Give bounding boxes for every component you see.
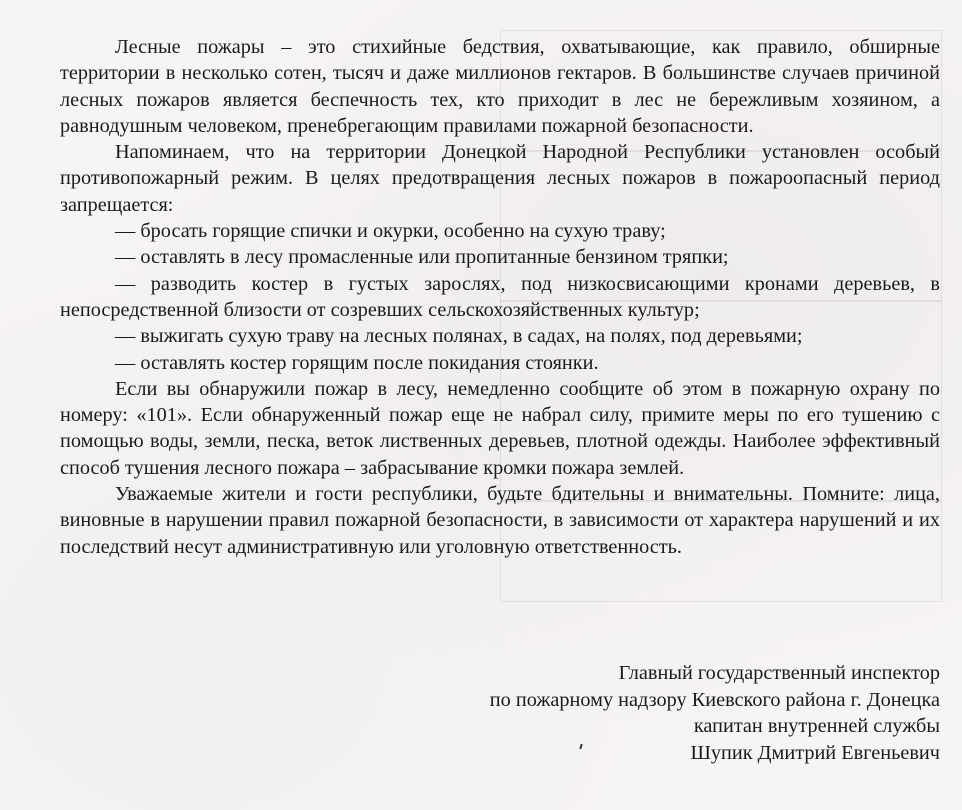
list-item: — бросать горящие спички и окурки, особенно на сухую траву; [115,220,666,243]
paragraph-reminder: Напоминаем, что на территории Донецкой Народной Республики установлен особый противопожарный режим. В целях предотвращения лесных пожаров в пожароопасный период запрещается: [60,141,940,216]
signature-department: по пожарному надзору Киевского района г. Донецка [489,688,940,711]
list-item: — оставлять в лесу промасленные или пропитанные бензином тряпки; [115,246,729,269]
signature-block [340,660,940,766]
signature-title: Главный государственный инспектор [618,662,940,684]
paragraph-warning: Уважаемые жители и гости республики, будьте бдительны и внимательны. Помните: лица, виновные в нарушении правил пожарной безопасности, в зависимости от характера нарушений и их последствий несут административную или уголовную ответственность. [60,483,940,558]
paragraph-intro: Лесные пожары – это стихийные бедствия, охватывающие, как правило, обширные территории в несколько сотен, тысяч и даже миллионов гектаров. В большинстве случаев причиной лесных пожаров является беспечность тех, кто приходит в лес не бережливым хозяином, а равнодушным человеком, пренебрегающим правилами пожарной безопасности. [60,36,940,137]
signature-name: Шупик Дмитрий Евгеньевич [690,741,940,764]
list-item: — разводить костер в густых зарослях, под низкосвисающими кронами деревьев, в непосредственной близости от созревших сельскохозяйственных культур; [60,272,940,321]
notice-body [60,34,940,560]
paragraph-fire-found: Если вы обнаружили пожар в лесу, немедленно сообщите об этом в пожарную охрану по номеру: «101». Если обнаруженный пожар еще не набрал силу, примите меры по его тушению с помощью воды, земли, песка, веток лиственных деревьев, плотной одежды. Наиболее эффективный способ тушения лесного пожара – забрасывание кромки пожара землей. [60,377,940,479]
list-item: — выжигать сухую траву на лесных полянах, в садах, на полях, под деревьями; [115,325,803,348]
list-item: — оставлять костер горящим после покидания стоянки. [115,351,599,374]
signature-rank: капитан внутренней службы [693,715,940,737]
